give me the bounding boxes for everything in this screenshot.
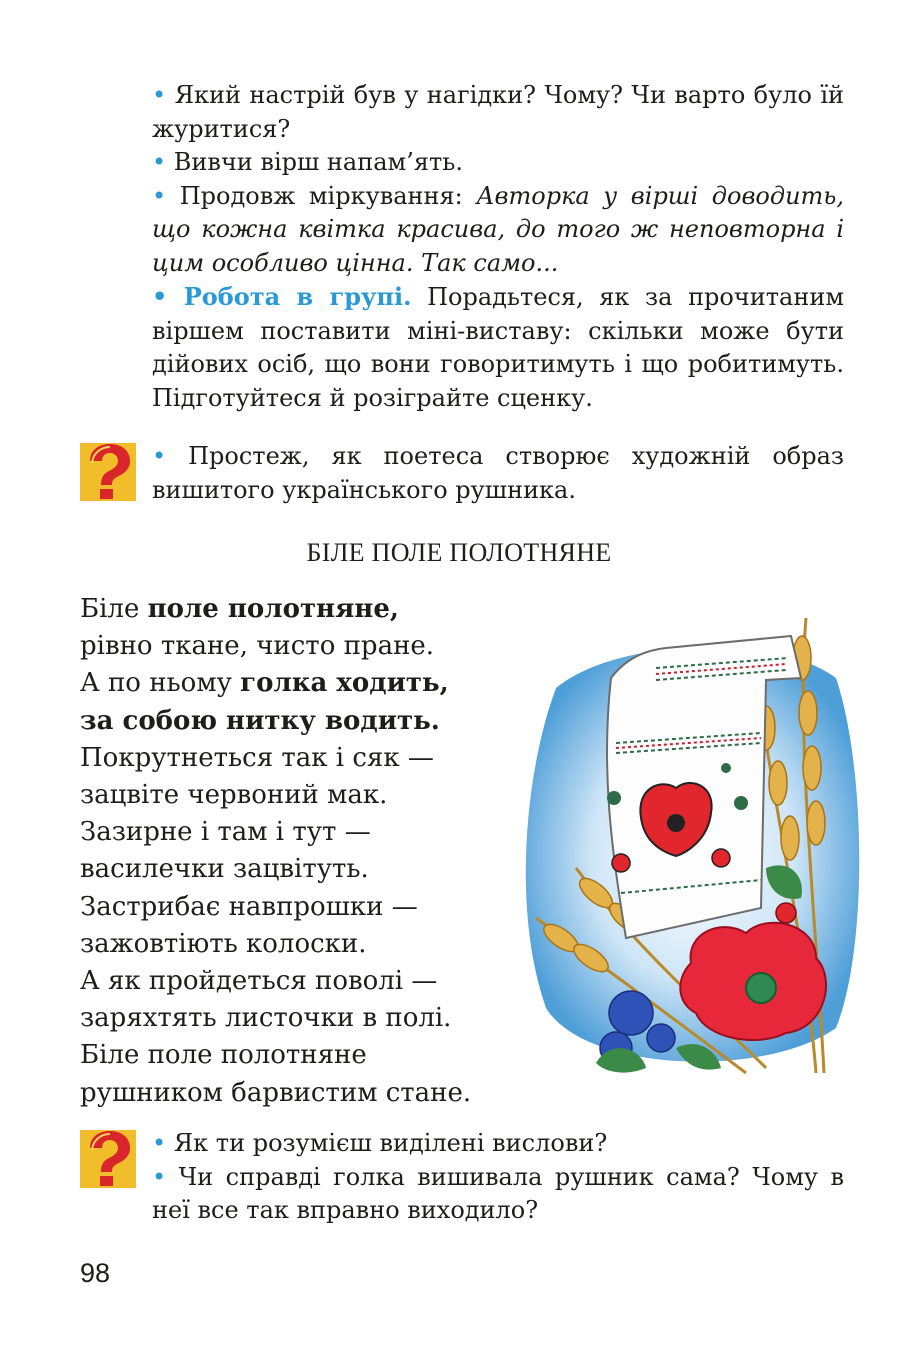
bullet: • — [152, 148, 174, 176]
task-continue: • Продовж міркування: Авторка у вірші доводить, що кожна квітка красива, до того ж неповторна і цим особливо цінна. Так само... — [152, 181, 844, 277]
task-memorize: • Вивчи вірш напам’ять. — [152, 148, 463, 176]
poem-line: василечки зацвітуть. — [80, 854, 369, 885]
poem-line: за собою нитку водить. — [80, 705, 440, 736]
question-mark-icon — [80, 443, 136, 501]
poem-line: Біле поле полотняне, — [80, 594, 399, 624]
poem-line: заряхтять листочки в полі. — [80, 1003, 452, 1034]
poem-line: Застрибає навпрошки — — [80, 891, 418, 922]
poem-line: рівно ткане, чисто пране. — [80, 631, 435, 662]
poem-line: А по ньому голка ходить, — [80, 668, 449, 699]
poem-line: зажовтіють колоски. — [80, 928, 367, 959]
embroidered-towel-illustration — [516, 618, 864, 1080]
bullet: • — [152, 442, 189, 470]
page-number: 98 — [80, 1258, 111, 1288]
question-mood: • Який настрій був у нагідки? Чому? Чи варто було їй журитися? — [152, 81, 844, 143]
group-work-label: • Робота в групі. — [152, 282, 412, 311]
bullet: • — [152, 81, 175, 109]
poem-line: Покрутнеться так і сяк — — [80, 742, 434, 773]
bottom-questions — [152, 1127, 844, 1228]
task-towel-image: • Простеж, як поетеса створює художній образ вишитого українського рушника. — [152, 442, 844, 504]
top-questions — [152, 79, 844, 415]
bullet: • — [152, 181, 180, 210]
poem-line: рушником барвистим стане. — [80, 1077, 472, 1108]
poem-line: зацвіте червоний мак. — [80, 780, 388, 811]
task-group-work: • Робота в групі. Порадьтеся, як за прочитаним віршем поставити міні-виставу: скільки може бути дійових осіб, що вони говоритимуть і що робитимуть. Підготуйтеся й розіграйте сценку. — [152, 282, 844, 412]
bullet: • — [152, 1129, 174, 1157]
bullet: • — [152, 1162, 179, 1191]
poem-line: А як пройдеться поволі — — [80, 966, 438, 997]
question-highlighted: • Як ти розумієш виділені вислови? — [152, 1129, 608, 1157]
poem-line: Біле поле полотняне — [80, 1040, 367, 1071]
poem-line: Зазирне і там і тут — — [80, 817, 371, 848]
poem-title: БІЛЕ ПОЛЕ ПОЛОТНЯНЕ — [306, 538, 612, 567]
question-mark-icon — [80, 1130, 136, 1188]
poem — [80, 591, 471, 1112]
question-needle: • Чи справді голка вишивала рушник сама? Чому в неї все так вправно виходило? — [152, 1162, 844, 1224]
